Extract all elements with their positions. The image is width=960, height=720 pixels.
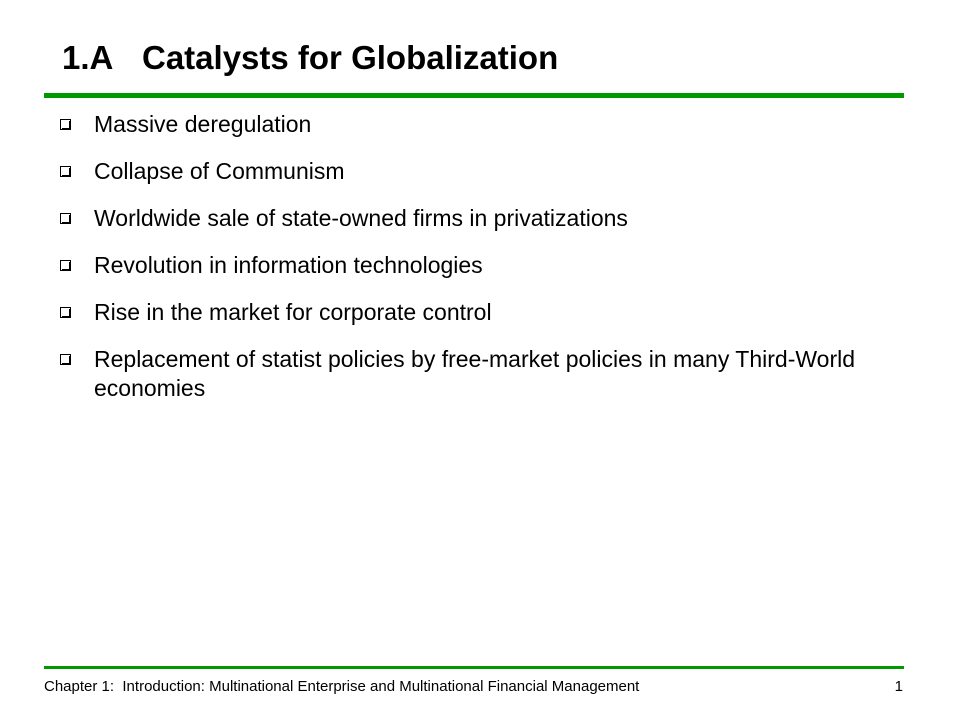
bullet-item bbox=[60, 110, 880, 139]
bullet-item bbox=[60, 251, 880, 280]
title-divider bbox=[44, 93, 904, 98]
bullet-item bbox=[60, 298, 880, 327]
footer-caption bbox=[44, 678, 639, 696]
bullet-text: Replacement of statist policies by free-market policies in many Third-World economies bbox=[94, 346, 855, 401]
bullet-text: Worldwide sale of state-owned firms in privatizations bbox=[94, 205, 628, 231]
hollow-square-bullet-icon bbox=[60, 119, 71, 130]
bullet-text: Collapse of Communism bbox=[94, 158, 345, 184]
page-number: 1 bbox=[894, 678, 903, 695]
bullet-item bbox=[60, 204, 880, 233]
bullet-item bbox=[60, 157, 880, 186]
footer-divider bbox=[44, 666, 904, 669]
bullet-text: Revolution in information technologies bbox=[94, 252, 483, 278]
bullet-text: Rise in the market for corporate control bbox=[94, 299, 492, 325]
bullet-item bbox=[60, 345, 880, 403]
footer-chapter: Chapter 1: bbox=[44, 678, 115, 695]
bullet-text: Massive deregulation bbox=[94, 111, 312, 137]
hollow-square-bullet-icon bbox=[60, 166, 71, 177]
slide-title-text: Catalysts for Globalization bbox=[142, 39, 559, 76]
footer-subtitle: Introduction: Multinational Enterprise and Multinational Financial Management bbox=[122, 678, 640, 695]
slide-title-number: 1.A bbox=[62, 39, 114, 76]
slide-title bbox=[62, 36, 558, 80]
hollow-square-bullet-icon bbox=[60, 307, 71, 318]
hollow-square-bullet-icon bbox=[60, 260, 71, 271]
hollow-square-bullet-icon bbox=[60, 354, 71, 365]
bullet-list bbox=[60, 110, 880, 421]
hollow-square-bullet-icon bbox=[60, 213, 71, 224]
